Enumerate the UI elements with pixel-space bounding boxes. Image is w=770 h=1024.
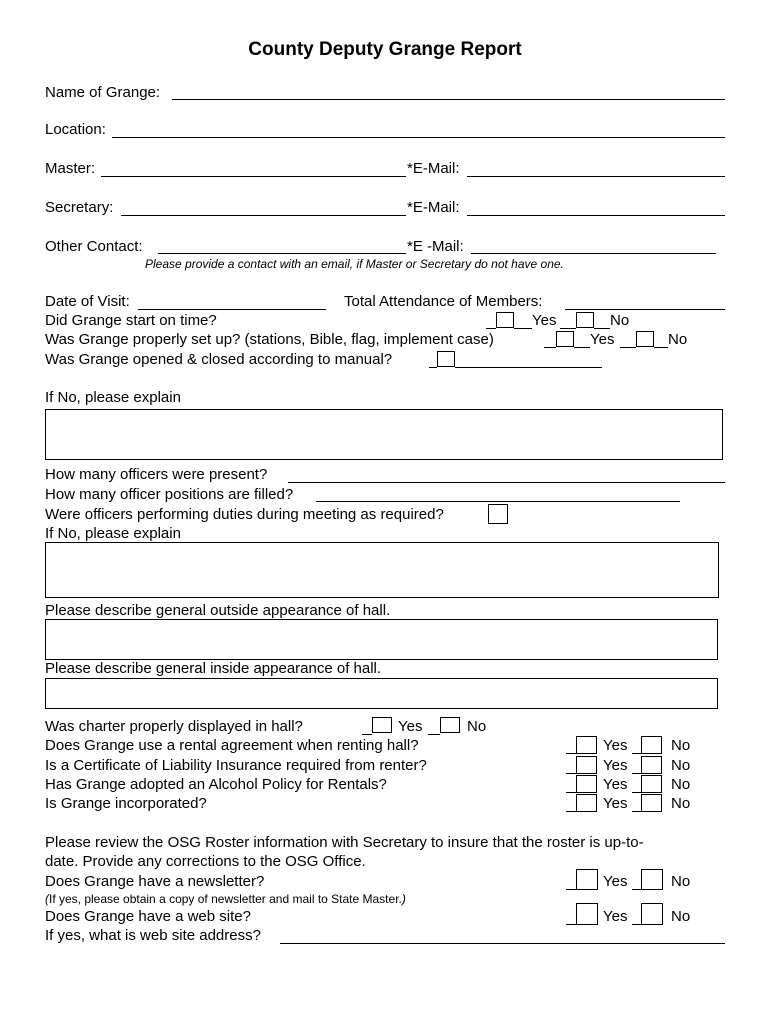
opened-closed-checkbox[interactable] bbox=[437, 351, 455, 367]
blank-line bbox=[654, 347, 668, 348]
newsletter-note bbox=[45, 893, 406, 905]
newsletter-note-open: ( bbox=[45, 892, 49, 906]
web-address-field[interactable] bbox=[280, 943, 725, 944]
secretary-field[interactable] bbox=[121, 215, 406, 216]
liability-no-label: No bbox=[671, 757, 691, 774]
start-on-time-yes-label: Yes bbox=[532, 312, 557, 329]
charter-no-checkbox[interactable] bbox=[440, 717, 460, 733]
set-up-yes-label: Yes bbox=[590, 331, 615, 348]
inside-appearance-label: Please describe general inside appearance of hall. bbox=[45, 660, 382, 677]
blank-line bbox=[560, 328, 576, 329]
blank-line bbox=[566, 889, 576, 890]
positions-filled-question: How many officer positions are filled? bbox=[45, 486, 294, 503]
opened-closed-field[interactable] bbox=[455, 367, 602, 368]
explain-textbox-2[interactable] bbox=[45, 542, 719, 598]
set-up-no-label: No bbox=[668, 331, 688, 348]
blank-line bbox=[566, 753, 576, 754]
blank-line bbox=[632, 753, 641, 754]
master-email-field[interactable] bbox=[467, 176, 725, 177]
incorporated-yes-checkbox[interactable] bbox=[576, 794, 597, 812]
explain-textbox-1[interactable] bbox=[45, 409, 723, 460]
other-contact-label: Other Contact: bbox=[45, 238, 143, 255]
alcohol-no-checkbox[interactable] bbox=[641, 775, 662, 793]
start-on-time-no-label: No bbox=[610, 312, 630, 329]
liability-yes-checkbox[interactable] bbox=[576, 756, 597, 774]
blank-line bbox=[544, 347, 556, 348]
blank-line bbox=[632, 811, 641, 812]
rental-agreement-question: Does Grange use a rental agreement when renting hall? bbox=[45, 737, 419, 754]
secretary-label: Secretary: bbox=[45, 199, 114, 216]
location-label: Location: bbox=[45, 121, 106, 138]
blank-line bbox=[566, 792, 576, 793]
liability-yes-label: Yes bbox=[603, 757, 628, 774]
rental-no-label: No bbox=[671, 737, 691, 754]
explain-label-2: If No, please explain bbox=[45, 525, 181, 542]
explain-label-1: If No, please explain bbox=[45, 389, 181, 406]
start-on-time-question: Did Grange start on time? bbox=[45, 312, 217, 329]
incorporated-no-label: No bbox=[671, 795, 691, 812]
positions-filled-field[interactable] bbox=[316, 501, 680, 502]
officers-present-field[interactable] bbox=[288, 482, 725, 483]
blank-line bbox=[428, 734, 440, 735]
newsletter-yes-checkbox[interactable] bbox=[576, 869, 598, 890]
rental-yes-checkbox[interactable] bbox=[576, 736, 597, 754]
charter-question: Was charter properly displayed in hall? bbox=[45, 718, 303, 735]
alcohol-yes-checkbox[interactable] bbox=[576, 775, 597, 793]
blank-line bbox=[429, 367, 437, 368]
master-field[interactable] bbox=[101, 176, 406, 177]
name-of-grange-label: Name of Grange: bbox=[45, 84, 161, 101]
outside-appearance-label: Please describe general outside appearance of hall. bbox=[45, 602, 391, 619]
officers-present-question: How many officers were present? bbox=[45, 466, 268, 483]
liability-question: Is a Certificate of Liability Insurance required from renter? bbox=[45, 757, 427, 774]
rental-no-checkbox[interactable] bbox=[641, 736, 662, 754]
alcohol-no-label: No bbox=[671, 776, 691, 793]
web-address-label: If yes, what is web site address? bbox=[45, 927, 261, 944]
alcohol-policy-question: Has Grange adopted an Alcohol Policy for Rentals? bbox=[45, 776, 387, 793]
secretary-email-field[interactable] bbox=[467, 215, 725, 216]
performing-duties-checkbox[interactable] bbox=[488, 504, 508, 524]
set-up-yes-checkbox[interactable] bbox=[556, 331, 574, 347]
total-attendance-field[interactable] bbox=[565, 309, 725, 310]
master-label: Master: bbox=[45, 160, 96, 177]
contact-note: Please provide a contact with an email, if Master or Secretary do not have one. bbox=[145, 257, 564, 271]
master-email-label: *E-Mail: bbox=[407, 160, 460, 177]
charter-yes-checkbox[interactable] bbox=[372, 717, 392, 733]
newsletter-no-label: No bbox=[671, 873, 691, 890]
total-attendance-label: Total Attendance of Members: bbox=[344, 293, 543, 310]
other-contact-email-field[interactable] bbox=[471, 253, 716, 254]
newsletter-question: Does Grange have a newsletter? bbox=[45, 873, 265, 890]
web-site-yes-label: Yes bbox=[603, 908, 628, 925]
blank-line bbox=[362, 734, 372, 735]
newsletter-note-close: ) bbox=[401, 892, 406, 906]
blank-line bbox=[620, 347, 636, 348]
charter-no-label: No bbox=[467, 718, 487, 735]
blank-line bbox=[632, 792, 641, 793]
incorporated-yes-label: Yes bbox=[603, 795, 628, 812]
rental-yes-label: Yes bbox=[603, 737, 628, 754]
blank-line bbox=[514, 328, 532, 329]
web-site-no-label: No bbox=[671, 908, 691, 925]
alcohol-yes-label: Yes bbox=[603, 776, 628, 793]
start-on-time-yes-checkbox[interactable] bbox=[496, 312, 514, 328]
set-up-no-checkbox[interactable] bbox=[636, 331, 654, 347]
set-up-question: Was Grange properly set up? (stations, Bible, flag, implement case) bbox=[45, 331, 494, 348]
liability-no-checkbox[interactable] bbox=[641, 756, 662, 774]
performing-duties-question: Were officers performing duties during meeting as required? bbox=[45, 506, 444, 523]
web-site-yes-checkbox[interactable] bbox=[576, 903, 598, 925]
form-title: County Deputy Grange Report bbox=[248, 39, 522, 60]
blank-line bbox=[632, 889, 641, 890]
incorporated-no-checkbox[interactable] bbox=[641, 794, 662, 812]
web-site-question: Does Grange have a web site? bbox=[45, 908, 251, 925]
blank-line bbox=[566, 811, 576, 812]
roster-review-text-1: Please review the OSG Roster information with Secretary to insure that the roster is up-to- bbox=[45, 834, 644, 851]
date-of-visit-field[interactable] bbox=[138, 309, 326, 310]
blank-line bbox=[594, 328, 610, 329]
secretary-email-label: *E-Mail: bbox=[407, 199, 460, 216]
other-contact-field[interactable] bbox=[158, 253, 406, 254]
opened-closed-question: Was Grange opened & closed according to manual? bbox=[45, 351, 393, 368]
newsletter-yes-label: Yes bbox=[603, 873, 628, 890]
blank-line bbox=[574, 347, 590, 348]
blank-line bbox=[566, 924, 576, 925]
blank-line bbox=[566, 773, 576, 774]
newsletter-no-checkbox[interactable] bbox=[641, 869, 663, 890]
outside-appearance-textbox[interactable] bbox=[45, 619, 718, 660]
charter-yes-label: Yes bbox=[398, 718, 423, 735]
newsletter-note-text: If yes, please obtain a copy of newsletter and mail to State Master. bbox=[49, 892, 402, 906]
web-site-no-checkbox[interactable] bbox=[641, 903, 663, 925]
blank-line bbox=[632, 924, 641, 925]
blank-line bbox=[632, 773, 641, 774]
incorporated-question: Is Grange incorporated? bbox=[45, 795, 207, 812]
location-field[interactable] bbox=[112, 137, 725, 138]
inside-appearance-textbox[interactable] bbox=[45, 678, 718, 709]
name-of-grange-field[interactable] bbox=[172, 99, 725, 100]
blank-line bbox=[486, 328, 496, 329]
roster-review-text-2: date. Provide any corrections to the OSG Office. bbox=[45, 853, 366, 870]
start-on-time-no-checkbox[interactable] bbox=[576, 312, 594, 328]
other-contact-email-label: *E -Mail: bbox=[407, 238, 464, 255]
date-of-visit-label: Date of Visit: bbox=[45, 293, 130, 310]
